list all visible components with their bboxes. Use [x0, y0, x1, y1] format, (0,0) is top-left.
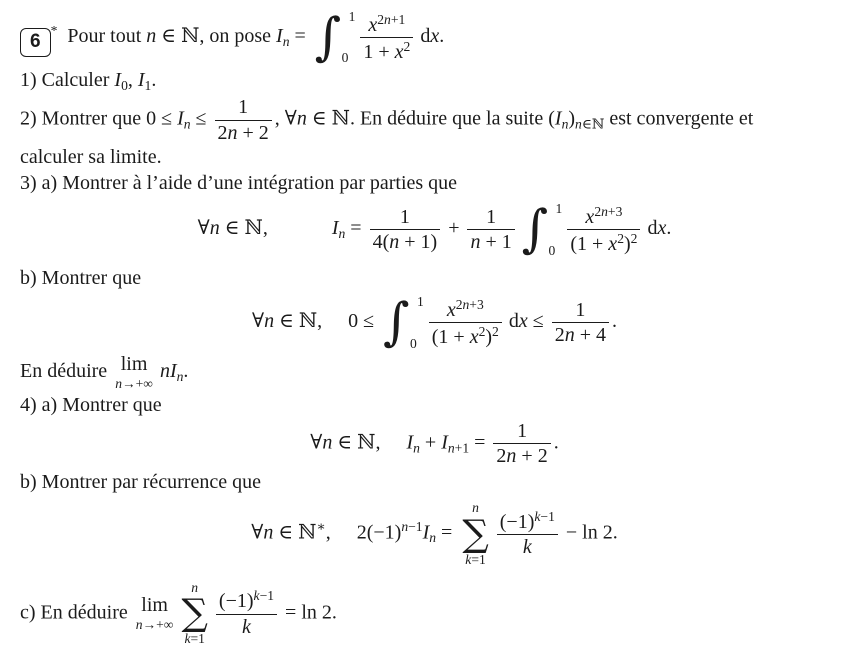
text-run: .	[666, 217, 672, 240]
sup-digit: 2	[594, 203, 602, 219]
math-var-I: I	[177, 107, 184, 130]
exercise-number-badge: 6	[20, 28, 51, 57]
fraction-numerator: 1	[486, 205, 497, 228]
math-subscript: n	[282, 33, 290, 49]
sub-var: n	[447, 439, 455, 455]
math-var-x: x	[430, 25, 440, 48]
integral-upper-bound: 1	[416, 294, 424, 310]
plus-sign: +	[419, 431, 442, 453]
fraction-denominator	[360, 37, 413, 63]
math-superscript	[377, 12, 405, 27]
text-run: c) En déduire	[20, 600, 133, 623]
difficulty-star: *	[50, 23, 58, 39]
summation	[181, 581, 207, 646]
math-var-x: x	[657, 217, 667, 240]
sup-var: k	[534, 509, 541, 525]
equals-sign: =	[280, 600, 302, 623]
text-run: (−1)	[499, 511, 535, 534]
integral-sign: ∫	[521, 200, 549, 260]
math-var-x: x	[446, 298, 456, 321]
math-superscript	[456, 297, 484, 312]
math-superscript	[401, 519, 422, 534]
math-var-I: I	[406, 431, 414, 453]
sum-sign: ∑	[181, 591, 208, 635]
text-run: est convergente et	[604, 107, 754, 130]
fraction-denominator	[429, 322, 502, 348]
text-run: (−1)	[218, 590, 254, 613]
fraction-denominator: k	[216, 614, 277, 638]
math-var-n: n	[322, 431, 333, 453]
integral-lower-bound: 0	[409, 335, 417, 351]
text-run: (1 +	[431, 326, 470, 349]
text-run: ,	[274, 107, 285, 130]
forall-sign: ∀	[252, 310, 265, 333]
fraction-denominator: k	[497, 534, 558, 558]
equals-sign: =	[345, 217, 367, 240]
sub-rest: =1	[471, 552, 486, 568]
sub-rest: =1	[190, 631, 205, 647]
text-run: ln 2.	[582, 521, 618, 544]
fraction-numerator	[216, 588, 277, 613]
math-var-n: n	[209, 217, 220, 240]
text-run: ∈ℕ	[581, 116, 605, 132]
math-var-n: n	[135, 616, 143, 632]
differential-d: d	[420, 25, 431, 48]
math-var-I: I	[169, 360, 177, 383]
text-run: 2	[496, 444, 507, 467]
math-subscript	[448, 440, 469, 455]
forall-sign: ∀	[197, 217, 210, 240]
fraction	[215, 96, 272, 144]
text-run: )	[568, 107, 576, 130]
text-run: )	[485, 326, 493, 349]
integral-sign: ∫	[383, 293, 410, 353]
fraction	[216, 588, 277, 638]
fraction	[493, 420, 550, 468]
integral-sign: ∫	[314, 8, 342, 67]
fraction-denominator	[215, 120, 272, 144]
text-run: .	[151, 69, 157, 91]
sup-rest: +3	[469, 296, 484, 312]
math-var-I: I	[441, 431, 448, 453]
lim-subscript	[115, 377, 153, 391]
sup-rest: −1	[540, 509, 555, 525]
sup-rest: −1	[408, 519, 423, 535]
math-var-x: x	[608, 233, 618, 256]
sum-sign: ∑	[462, 511, 489, 555]
fraction-denominator	[567, 229, 640, 255]
question-4b-label: b) Montrer par récurrence que	[20, 471, 261, 494]
math-superscript	[254, 588, 275, 603]
fraction-numerator	[360, 12, 413, 37]
math-var-n: n	[146, 25, 157, 48]
text-run: 2(−1)	[356, 521, 402, 544]
math-subscript: n	[176, 369, 184, 385]
question-3a-label: 3) a) Montrer à l’aide d’une intégration par parties que	[20, 172, 458, 195]
sum-lower-bound	[465, 553, 486, 567]
math-superscript	[534, 509, 555, 524]
question-4a-label: 4) a) Montrer que	[20, 393, 162, 416]
math-var-n: n	[296, 107, 307, 130]
text-run: 1 +	[363, 41, 395, 64]
math-var-n: n	[564, 324, 575, 347]
n-star-superscript: ∗	[316, 519, 326, 535]
question-1-line	[20, 67, 849, 94]
question-2-line-2: calculer sa limite.	[20, 146, 162, 169]
sub-rest: +1	[454, 439, 470, 455]
text-run: .	[183, 360, 189, 383]
equation-4	[20, 501, 849, 566]
math-var-x: x	[518, 310, 528, 333]
text-run: ∈ ℕ,	[332, 431, 381, 453]
forall-sign: ∀	[284, 107, 297, 130]
integral	[315, 10, 356, 65]
text-run: ,	[325, 521, 331, 544]
sup-rest: +3	[607, 203, 623, 219]
text-run: ∈ ℕ	[273, 521, 317, 544]
question-3-deduce-line	[20, 354, 849, 391]
fraction-numerator: 1	[238, 96, 249, 119]
integral-lower-bound: 0	[548, 242, 556, 258]
minus-sign: −	[560, 521, 583, 544]
fraction	[467, 206, 514, 254]
text-run: 0 ≤	[348, 310, 380, 333]
math-subscript: n	[183, 116, 191, 132]
sup-rest: −1	[259, 588, 275, 604]
fraction-denominator	[493, 443, 550, 467]
text-run: + 2	[516, 444, 548, 467]
text-run: ∈ ℕ, on pose	[156, 25, 277, 48]
equation-3	[20, 420, 849, 468]
fraction	[567, 204, 640, 256]
text-run: .	[612, 310, 617, 333]
text-run: + 4	[574, 324, 606, 347]
math-var-I: I	[276, 25, 283, 48]
forall-sign: ∀	[251, 521, 264, 544]
plus-sign: +	[443, 217, 465, 240]
limit-operator	[115, 354, 153, 391]
math-var-n: n	[506, 444, 517, 467]
fraction	[497, 509, 558, 559]
question-4c-line	[20, 581, 849, 646]
equals-sign: =	[436, 521, 458, 544]
text-run: 4(	[372, 231, 390, 254]
math-var-I: I	[114, 69, 122, 91]
text-run: 2	[554, 324, 565, 347]
limit-operator	[136, 595, 174, 632]
text-run: )	[623, 233, 631, 256]
math-superscript: 2	[617, 231, 624, 247]
sup-var: n	[384, 11, 391, 27]
sup-var: n	[601, 203, 608, 219]
math-var-n: n	[389, 231, 400, 254]
equation-2	[20, 293, 849, 353]
math-var-x: x	[368, 13, 378, 36]
text-run: 2	[217, 121, 228, 144]
math-subscript: n	[561, 116, 569, 132]
math-var-n: n	[470, 231, 481, 254]
text-run: →+∞	[121, 376, 153, 392]
text-run: + 2	[237, 121, 269, 144]
equation-1	[20, 200, 849, 260]
fraction-denominator	[370, 229, 441, 253]
math-var-I: I	[331, 217, 339, 240]
question-3b-label: b) Montrer que	[20, 267, 142, 290]
math-var-x: x	[394, 41, 404, 64]
fraction	[552, 299, 609, 347]
intro-line	[20, 10, 849, 65]
math-var-n: n	[227, 121, 238, 144]
math-subscript: 1	[144, 77, 152, 93]
sum-upper-bound: n	[472, 500, 479, 516]
integral-upper-bound: 1	[555, 201, 563, 217]
text-run: ∈ ℕ,	[219, 217, 268, 240]
fraction-numerator	[567, 204, 640, 229]
fraction	[370, 206, 441, 254]
text-run: ln 2.	[301, 600, 337, 623]
math-subscript: 0	[121, 77, 128, 93]
fraction-numerator	[497, 509, 558, 534]
sup-rest: +1	[390, 11, 406, 27]
lim-word: lim	[120, 353, 148, 376]
sup-var: n	[462, 296, 470, 312]
leq-sign: ≤	[190, 107, 212, 130]
math-superscript: 2	[478, 324, 486, 340]
fraction-numerator	[429, 297, 502, 322]
summation	[462, 501, 488, 566]
text-run: ∈ ℕ. En déduire que la suite (	[306, 107, 555, 130]
math-var-n: n	[159, 360, 170, 383]
math-superscript: 2	[403, 39, 411, 54]
sum-lower-bound	[184, 632, 205, 646]
leq-sign: ≤	[527, 310, 549, 333]
integral	[383, 293, 424, 353]
math-var-x: x	[469, 326, 479, 349]
text-run: .	[439, 25, 445, 48]
text-run: 1) Calculer	[20, 69, 115, 91]
sub-var: k	[184, 631, 191, 647]
sum-upper-bound: n	[191, 579, 199, 595]
fraction-denominator	[552, 322, 609, 346]
integral-upper-bound: 1	[348, 9, 356, 24]
fraction-numerator: 1	[399, 205, 410, 228]
math-superscript: 2	[492, 324, 499, 340]
math-var-n: n	[115, 376, 122, 392]
math-var-x: x	[585, 205, 595, 228]
math-var-I: I	[422, 521, 430, 544]
math-var-I: I	[554, 107, 562, 130]
text-run: .	[553, 431, 559, 453]
lim-word: lim	[141, 593, 168, 616]
math-subscript: n	[413, 439, 420, 455]
text-run: + 1	[480, 231, 512, 254]
text-run: Pour tout	[67, 25, 147, 48]
math-superscript: 2	[630, 231, 638, 247]
math-var-n: n	[264, 310, 275, 333]
text-run: (1 +	[570, 233, 609, 256]
math-superscript	[594, 204, 622, 219]
fraction	[360, 12, 413, 64]
differential-d: d	[647, 217, 658, 240]
sup-var: n	[401, 519, 409, 535]
text-run: 2) Montrer que 0 ≤	[20, 107, 178, 130]
sup-digit: 2	[377, 11, 385, 27]
sequence-index-subscript	[575, 117, 604, 132]
equals-sign: =	[289, 25, 311, 48]
text-run: ∈ ℕ,	[274, 310, 323, 333]
equals-sign: =	[469, 431, 491, 453]
fraction-numerator: 1	[517, 419, 528, 442]
sub-var: k	[465, 552, 472, 568]
math-var-I: I	[137, 69, 145, 91]
math-var-n: n	[263, 521, 274, 544]
fraction-numerator: 1	[575, 298, 586, 321]
text-run: En déduire	[20, 360, 113, 383]
fraction-denominator	[467, 229, 514, 253]
integral	[521, 200, 563, 260]
sup-var: k	[253, 588, 260, 604]
integral-lower-bound: 0	[341, 50, 349, 66]
question-2-line-1	[20, 96, 849, 144]
text-run: →+∞	[142, 616, 174, 632]
math-var-n: n	[575, 116, 582, 132]
text-run: ,	[127, 69, 138, 91]
fraction	[429, 297, 502, 349]
forall-sign: ∀	[310, 431, 323, 453]
math-subscript: n	[429, 530, 437, 546]
lim-subscript	[136, 618, 174, 632]
sup-digit: 2	[455, 296, 463, 312]
differential-d: d	[508, 310, 519, 333]
math-subscript: n	[338, 226, 346, 242]
text-run: + 1)	[399, 231, 438, 254]
